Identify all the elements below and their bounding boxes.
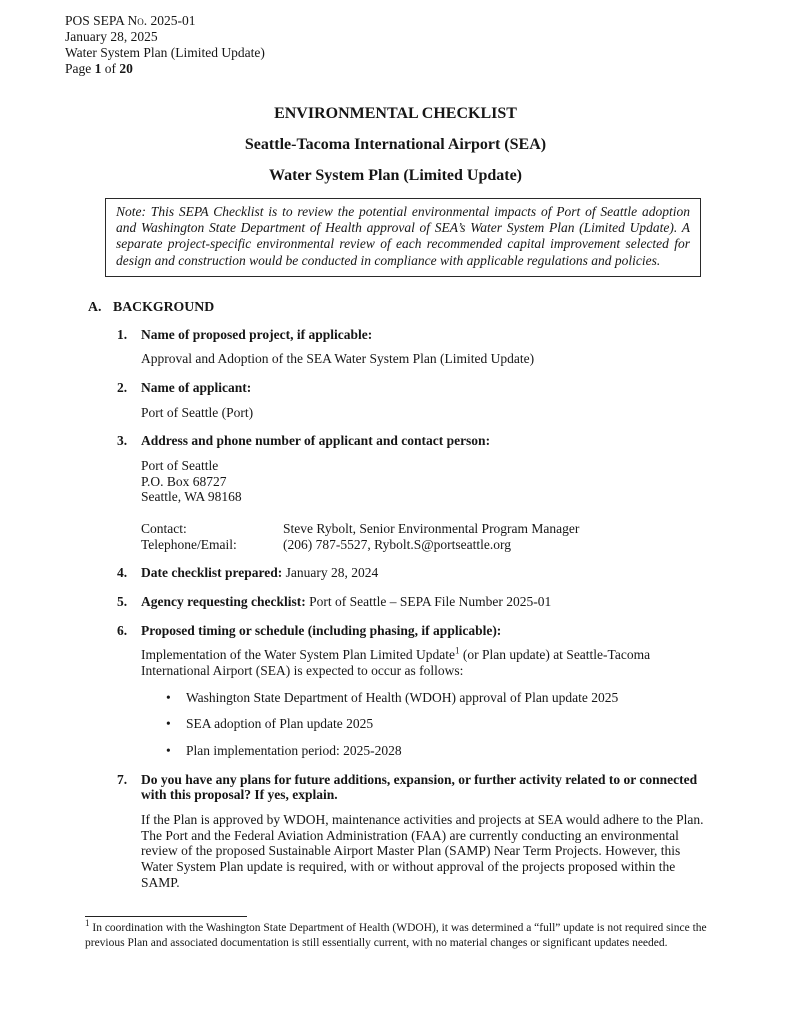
address-line: Seattle, WA 98168 [141,489,242,505]
background-items [117,327,707,890]
item-number: 4. [117,565,128,581]
item-heading: Do you have any plans for future additions, expansion, or further activity related to or connected with this proposal? If yes, explain. [141,771,698,803]
page-number: 1 [94,61,102,76]
item-number: 2. [117,380,128,396]
item-heading: Agency requesting checklist: [141,593,306,609]
item-inline-answer: January 28, 2024 [282,565,379,581]
footnote-text-line [85,918,707,951]
page-word: Page [65,61,95,76]
bullet-text: Washington State Department of Health (WDOH) approval of Plan update 2025 [186,689,619,705]
title-airport: Seattle-Tacoma International Airport (SEA) [244,136,547,153]
item-inline-answer: Port of Seattle – SEPA File Number 2025-01 [305,593,552,609]
sepa-note-box [105,198,701,277]
footnote-block [85,916,707,951]
list-item [166,690,707,706]
item-answer: Port of Seattle (Port) [141,404,254,420]
item-future-plans [117,772,707,891]
title-block [0,105,791,185]
applicant-address [141,458,707,505]
item-number: 3. [117,433,128,449]
contact-value: (206) 787-5527, Rybolt.S@portseattle.org [283,536,511,552]
contact-row [141,537,707,553]
item-number: 5. [117,593,128,609]
bullet-text: SEA adoption of Plan update 2025 [186,716,374,732]
bullet-icon: • [166,742,171,758]
footnote-marker: 1 [85,918,90,929]
item-agency-requesting [117,594,707,610]
item-heading: Address and phone number of applicant and contact person: [141,433,491,449]
bullet-text: Plan implementation period: 2025-2028 [186,742,402,758]
page-total: 20 [119,61,133,76]
item-answer: Approval and Adoption of the SEA Water System Plan (Limited Update) [141,351,535,367]
item-applicant-name [117,380,707,420]
header-plan-title: Water System Plan (Limited Update) [65,45,265,60]
contact-label: Contact: [141,521,187,536]
item-heading: Name of applicant: [141,380,252,396]
title-water-system-plan: Water System Plan (Limited Update) [268,167,522,184]
section-a-heading [88,299,791,315]
section-letter: A. [88,298,102,314]
bullet-icon: • [166,716,171,732]
item-heading: Proposed timing or schedule (including phasing, if applicable): [141,622,502,638]
footnote-reference: 1 [454,645,460,656]
contact-info [141,521,707,552]
page-header [0,0,791,77]
footnote-separator [85,916,247,917]
item-heading: Date checklist prepared: [141,565,283,581]
item-heading: Name of proposed project, if applicable: [141,326,373,342]
timing-paragraph [141,647,707,678]
item-timing-schedule [117,623,707,759]
timing-bullet-list [141,690,707,759]
timing-text: Implementation of the Water System Plan Limited Update [141,647,455,663]
item-heading-with-value [141,594,707,610]
footnote-text: In coordination with the Washington State Department of Health (WDOH), it was determined a “full” update is not required since the previous Plan and associated documentation is still essentially current, with no material changes or significant updates needed. [85,922,707,950]
item-number: 7. [117,771,128,787]
of-word: of [101,61,120,76]
sepa-note-text: Note: This SEPA Checklist is to review the potential environmental impacts of Port of Seattle adoption and Washington State Department of Health approval of SEA’s Water System Plan (Limited Update). A separate project-specific environmental review of each recommended capital improvement selected for design and construction would be conducted in compliance with applicable regulations and policies. [116,204,690,268]
contact-label: Telephone/Email: [141,536,237,552]
item-address-contact [117,433,707,552]
item-project-name [117,327,707,367]
contact-value: Steve Rybolt, Senior Environmental Program Manager [283,521,580,536]
address-line: P.O. Box 68727 [141,473,227,489]
header-date: January 28, 2025 [65,29,158,44]
item-number: 1. [117,326,128,342]
item-date-prepared [117,565,707,581]
address-line: Port of Seattle [141,458,219,474]
item-answer: If the Plan is approved by WDOH, maintenance activities and projects at SEA would adhere to the Plan. The Port and the Federal Aviation Administration (FAA) are currently conducting an environmental review of the proposed Sustainable Airport Master Plan (SAMP) Near Term Projects. However, this Water System Plan update is required, with or without approval of the projects proposed within the SAMP. [141,811,704,890]
title-environmental-checklist: ENVIRONMENTAL CHECKLIST [274,105,517,122]
item-heading-with-value [141,565,707,581]
timing-text: (or Plan update) at Seattle-Tacoma International Airport (SEA) is expected to occur as follows: [141,647,651,678]
header-doc-number: POS SEPA No. 2025-01 [65,13,196,28]
list-item [166,716,707,732]
list-item [166,743,707,759]
item-number: 6. [117,622,128,638]
header-page-indicator [65,61,791,77]
contact-row [141,521,707,537]
section-title: BACKGROUND [113,298,215,314]
bullet-icon: • [166,689,171,705]
